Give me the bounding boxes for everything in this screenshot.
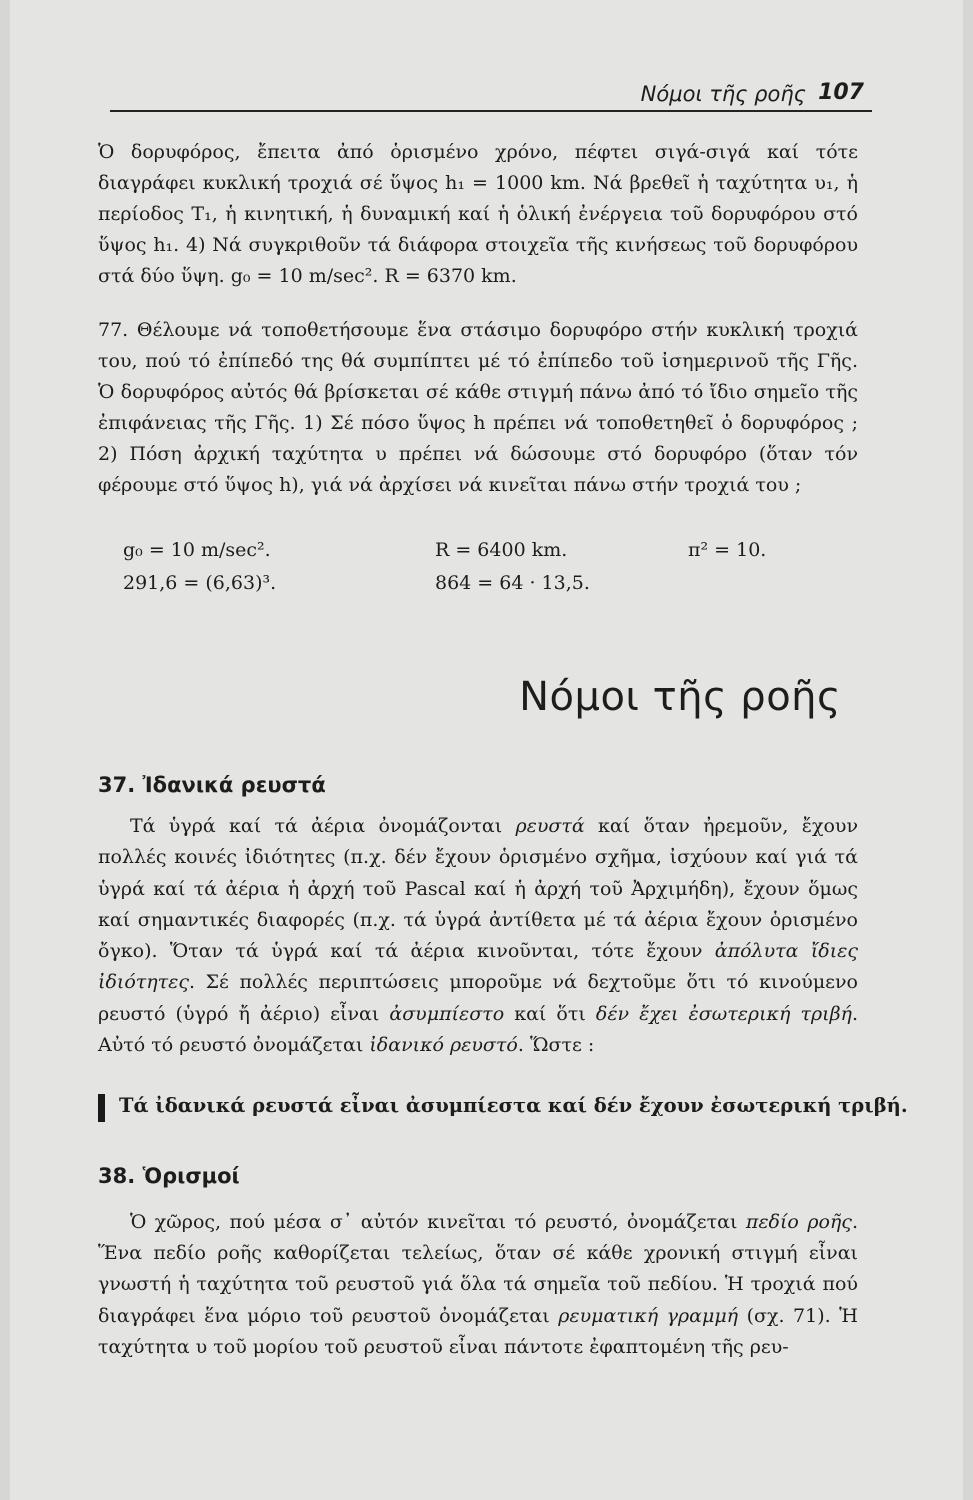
problem-77: 77. Θέλουμε νά τοποθετήσουμε ἕνα στάσιμο δορυφόρο στήν κυκλική τροχιά του, πού τό ἐπίπεδό της θά συμπίπτει μέ τό ἐπίπεδο τοῦ ἰσημερινοῦ τῆς Γῆς. Ὁ δορυφόρος αὐτός θά βρίσκεται σέ κάθε στιγμή πάνω ἀπό τό ἴδιο σημεῖο τῆς ἐπιφάνειας τῆς Γῆς. 1) Σέ πόσο ὕψος h πρέπει νά τοποθετηθεῖ ὁ δορυφόρος ; 2) Πόση ἀρχική ταχύτητα υ πρέπει νά δώσουμε στό δορυφόρο (ὅταν τόν φέρουμε στό ὕψος h), γιά νά ἀρχίσει νά κινεῖται πάνω στήν τροχιά του ; (98, 319, 858, 496)
section-heading-37: 37. Ἰδανικά ρευστά (98, 773, 326, 797)
chapter-title: Νόμοι τῆς ροῆς (519, 674, 841, 720)
given-cube: 291,6 = (6,63)³. (123, 572, 277, 594)
term-streamline: ρευματική γραμμή (558, 1304, 739, 1327)
ideal-fluid-law: Τά ἰδανικά ρευστά εἶναι ἀσυμπίεστα καί δέν ἔχουν ἐσωτερική τριβή. (119, 1094, 908, 1117)
page-number: 107 (818, 80, 864, 105)
problem-76-continuation: Ὁ δορυφόρος, ἔπειτα ἀπό ὁρισμένο χρόνο, πέφτει σιγά-σιγά καί τότε διαγράφει κυκλική τροχιά σέ ὕψος h₁ = 1000 km. Νά βρεθεῖ ἡ ταχύτητα υ₁, ἡ περίοδος T₁, ἡ κινητική, ἡ δυναμική καί ἡ ὁλική ἐνέργεια τοῦ δορυφόρου στό ὕψος h₁. 4) Νά συγκριθοῦν τά διάφορα στοιχεῖα τῆς κινήσεως τοῦ δορυφόρου στά δύο ὕψη. g₀ = 10 m/sec². R = 6370 km. (98, 141, 858, 287)
given-pi-squared: π² = 10. (688, 539, 767, 561)
given-g0: g₀ = 10 m/sec². (123, 539, 271, 561)
running-title: Νόμοι τῆς ροῆς (640, 82, 806, 106)
section-37-paragraph: Τά ὑγρά καί τά ἀέρια ὀνομάζονται ρευστά καί ὅταν ἠρεμοῦν, ἔχουν πολλές κοινές ἰδιότητες (π.χ. δέν ἔχουν ὁρισμένο σχῆμα, ἰσχύουν καί γιά τά ὑγρά καί τά ἀέρια ἡ ἀρχή τοῦ Pascal καί ἡ ἀρχή τοῦ Ἀρχιμήδη), ἔχουν ὅμως καί σημαντικές διαφορές (π.χ. τά ὑγρά ἀντίθετα μέ τά ἀέρια ἔχουν ὁρισμένο ὄγκο). Ὅταν τά ὑγρά καί τά ἀέρια κινοῦνται, τότε ἔχουν ἀπόλυτα ἴδιες ἰδιότητες. Σέ πολλές περιπτώσεις μποροῦμε νά δεχτοῦμε ὅτι τό κινούμενο ρευστό (ὑγρό ἤ ἀέριο) εἶναι ἀσυμπίεστο καί ὅτι δέν ἔχει ἐσωτερική τριβή. Αὐτό τό ρευστό ὀνομάζεται ἰδανικό ρευστό. Ὥστε : (98, 815, 858, 1057)
section-heading-38: 38. Ὁρισμοί (98, 1164, 240, 1188)
term-fluids: ρευστά (515, 815, 585, 837)
term-ideal-fluid: ἰδανικό ρευστό (369, 1034, 518, 1057)
term-no-internal-friction: δέν ἔχει ἐσωτερική τριβή (595, 1002, 852, 1025)
term-flow-field: πεδίο ροῆς (745, 1211, 852, 1233)
given-product: 864 = 64 · 13,5. (435, 572, 590, 594)
running-header (110, 80, 872, 112)
law-marker-bar (98, 1094, 105, 1122)
book-page (10, 0, 963, 1500)
term-incompressible: ἀσυμπίεστο (389, 1002, 505, 1025)
term-identical-properties: ἀπόλυτα ἴδιες ἰδιότητες (98, 940, 858, 994)
section-38-paragraph: Ὁ χῶρος, πού μέσα σ᾽ αὐτόν κινεῖται τό ρευστό, ὀνομάζεται πεδίο ροῆς. Ἕνα πεδίο ροῆς καθορίζεται τελείως, ὅταν σέ κάθε χρονική στιγμή εἶναι γνωστή ἡ ταχύτητα τοῦ ρευστοῦ γιά ὅλα τά σημεῖα τοῦ πεδίου. Ἡ τροχιά πού διαγράφει ἕνα μόριο τοῦ ρευστοῦ ὀνομάζεται ρευματική γραμμή (σχ. 71). Ἡ ταχύτητα υ τοῦ μορίου τοῦ ρευστοῦ εἶναι πάντοτε ἐφαπτομένη τῆς ρευ- (98, 1211, 858, 1358)
given-radius: R = 6400 km. (435, 539, 568, 561)
